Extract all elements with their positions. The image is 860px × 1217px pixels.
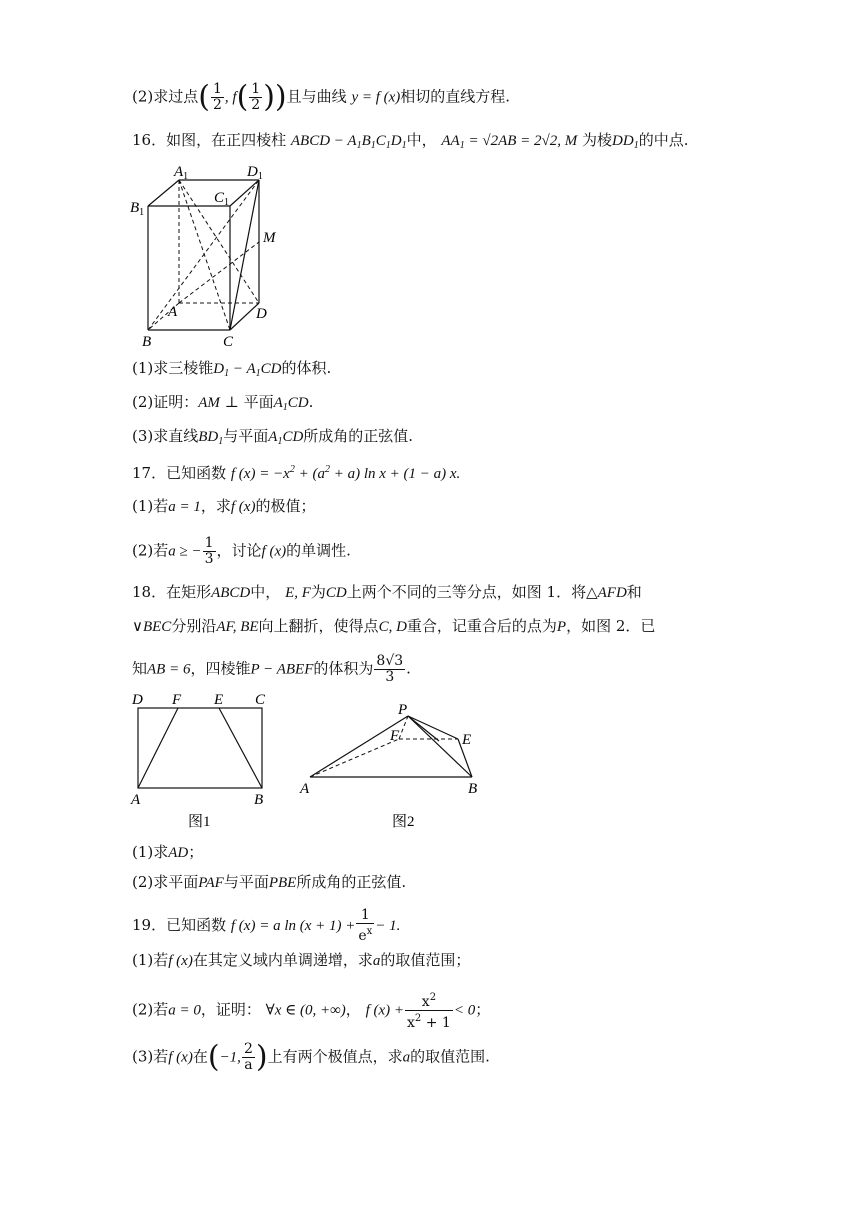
label-B: B (142, 334, 152, 350)
q15-part2: (2)求过点( $\frac{1}{2}$ , f( $\frac{1}{2}$ ))且与曲线 y = f (x)相切的直线方程. (132, 79, 511, 115)
q16-stem: 16．如图，在正四棱柱 ABCD − $A_1B_1C_1D_1$中， $AA_1 = √2AB = 2√2$, M 为棱$DD_1$的中点. (132, 131, 689, 151)
q19-part3: (3)若f (x)在(−1, $\frac{2}{a}$ )上有两个极值点，求a的取值范围. (132, 1039, 490, 1075)
q17-part2: (2)若a ≥ − $\frac{1}{3}$ ，讨论f (x)的单调性. (132, 535, 351, 567)
q17-stem: 17．已知函数 f $(x) = -x^2 + (a^2 + a)$ ln x + (1 − a) x. (132, 464, 461, 482)
q16-part1: (1)求三棱锥$D_1 - A_1CD$的体积. (132, 359, 332, 379)
svg-text:B: B (254, 792, 264, 808)
q18-part2: (2)求平面PAF与平面PBE所成角的正弦值. (132, 873, 407, 891)
label-M: M (263, 230, 276, 246)
svg-text:D: D (132, 692, 143, 708)
svg-text:F: F (390, 728, 400, 744)
label-D1: $D_1$ (247, 164, 263, 182)
svg-text:E: E (462, 732, 472, 748)
label-A: A (168, 304, 178, 320)
q18-figure1 (126, 686, 276, 836)
svg-text:A: A (131, 792, 141, 808)
label-C: C (223, 334, 234, 350)
svg-text:F: F (172, 692, 182, 708)
q18-line2: ∨BEC分别沿AF, BE向上翻折，使得点C, D重合，记重合后的点为P，如图 2．已 (132, 617, 656, 635)
q16-prism-figure (126, 158, 296, 350)
q18-figure2 (296, 696, 496, 836)
label-A1: $A_1$ (174, 164, 189, 182)
svg-text:P: P (398, 702, 408, 718)
q19-part2: (2)若a = 0，证明： ∀x ∈ (0, +∞)， f (x) + $\frac{x^2}{x^2 + 1}$ < 0； (132, 992, 491, 1031)
svg-text:A: A (300, 781, 310, 797)
svg-text:E: E (214, 692, 224, 708)
q18-line1: 18．在矩形ABCD中， E, F为CD上两个不同的三等分点，如图 1．将△AFD和 (132, 583, 642, 601)
fig2-caption: 图2 (392, 814, 415, 830)
q17-part1: (1)若a = 1，求f (x)的极值； (132, 497, 316, 515)
q19-part1: (1)若f (x)在其定义域内单调递增，求a的取值范围； (132, 951, 471, 969)
q18-line3: 知AB = 6，四棱锥P − ABEF的体积为 $\frac{8√3}{3}$ . (132, 653, 411, 685)
fig1-caption: 图1 (188, 814, 211, 830)
q19-stem: 19．已知函数 f (x) = a ln (x + 1) + $\frac{1}{e^x}$ − 1. (132, 907, 401, 944)
label-C1: $C_1$ (214, 190, 230, 208)
label-D: D (256, 306, 267, 322)
q18-part1: (1)求AD； (132, 843, 204, 861)
q16-part3: (3)求直线$BD_1$与平面$A_1CD$所成角的正弦值. (132, 427, 414, 447)
svg-text:B: B (468, 781, 478, 797)
q16-part2: (2)证明：AM ⊥ 平面$A_1CD$. (132, 393, 314, 413)
label-B1: $B_1$ (130, 200, 145, 218)
svg-text:C: C (255, 692, 266, 708)
